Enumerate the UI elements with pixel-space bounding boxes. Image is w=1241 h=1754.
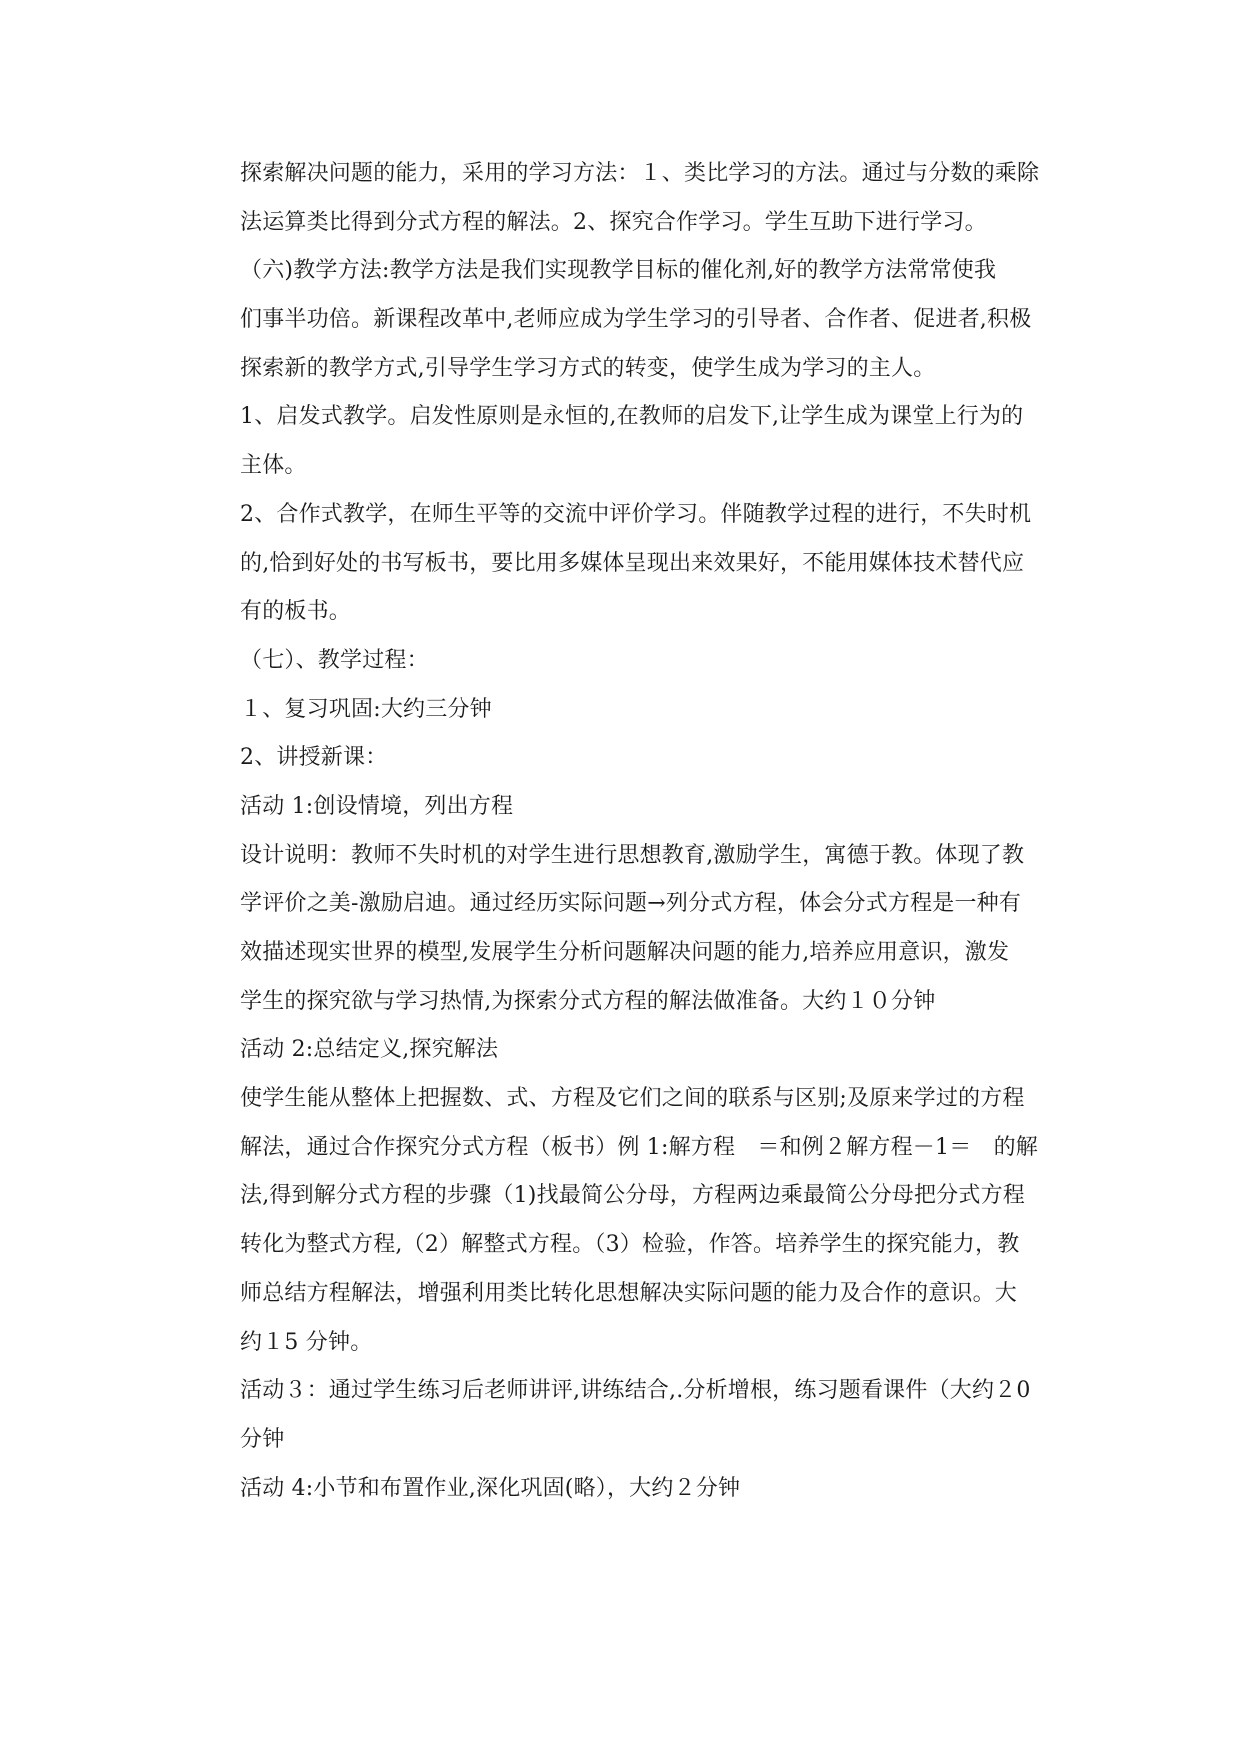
text-line: 探索解决问题的能力，采用的学习方法：１、类比学习的方法。通过与分数的乘除 [240, 161, 1040, 186]
activity-heading: 活动 4:小节和布置作业,深化巩固(略），大约２分钟 [240, 1475, 741, 1501]
text-line: 法运算类比得到分式方程的解法。2、探究合作学习。学生互助下进行学习。 [240, 209, 987, 235]
text-line: １、复习巩固:大约三分钟 [240, 696, 492, 722]
text-line: 使学生能从整体上把握数、式、方程及它们之间的联系与区别;及原来学过的方程 [240, 1086, 1025, 1112]
text-line: （六)教学方法:教学方法是我们实现教学目标的催化剂,好的教学方法常常使我 [240, 258, 997, 284]
text-line: 探索新的教学方式,引导学生学习方式的转变，使学生成为学习的主人。 [240, 355, 936, 381]
text-line: 学生的探究欲与学习热情,为探索分式方程的解法做准备。大约１０分钟 [240, 988, 936, 1014]
text-line: 有的板书。 [240, 599, 352, 625]
text-line: 设计说明：教师不失时机的对学生进行思想教育,激励学生，寓德于教。体现了教 [240, 842, 1025, 868]
text-line: 分钟 [240, 1426, 285, 1452]
text-line: 1、启发式教学。启发性原则是永恒的,在教师的启发下,让学生成为课堂上行为的 [240, 404, 1024, 430]
section-heading: （七）、教学过程： [240, 647, 429, 673]
text-line: 解法，通过合作探究分式方程（板书）例 1:解方程 ＝和例２解方程－1＝ 的解 [240, 1134, 1039, 1160]
text-line: 转化为整式方程,（2）解整式方程。（3）检验，作答。培养学生的探究能力，教 [240, 1232, 1020, 1258]
text-line: 2、讲授新课： [240, 745, 388, 771]
text-line: 约１5 分钟。 [240, 1329, 373, 1355]
text-line: 的,恰到好处的书写板书，要比用多媒体呈现出来效果好，不能用媒体技术替代应 [240, 550, 1025, 576]
document-page [240, 150, 1050, 1513]
activity-heading: 活动 2:总结定义,探究解法 [240, 1037, 499, 1063]
text-line: 主体。 [240, 453, 307, 479]
text-line: 2、合作式教学，在师生平等的交流中评价学习。伴随教学过程的进行，不失时机 [240, 501, 1032, 527]
text-line: 师总结方程解法，增强利用类比转化思想解决实际问题的能力及合作的意识。大 [240, 1280, 1018, 1306]
text-line: 效描述现实世界的模型,发展学生分析问题解决问题的能力,培养应用意识，激发 [240, 940, 1010, 965]
text-line: 学评价之美-激励启迪。通过经历实际问题→列分式方程，体会分式方程是一种有 [240, 891, 1022, 917]
text-line: 们事半功倍。新课程改革中,老师应成为学生学习的引导者、合作者、促进者,积极 [240, 307, 1032, 333]
text-line: 法,得到解分式方程的步骤（1)找最简公分母，方程两边乘最简公分母把分式方程 [240, 1183, 1025, 1209]
activity-heading: 活动３：通过学生练习后老师讲评,讲练结合,.分析增根，练习题看课件（大约２0 [240, 1378, 1031, 1404]
activity-heading: 活动 1:创设情境，列出方程 [240, 793, 514, 819]
